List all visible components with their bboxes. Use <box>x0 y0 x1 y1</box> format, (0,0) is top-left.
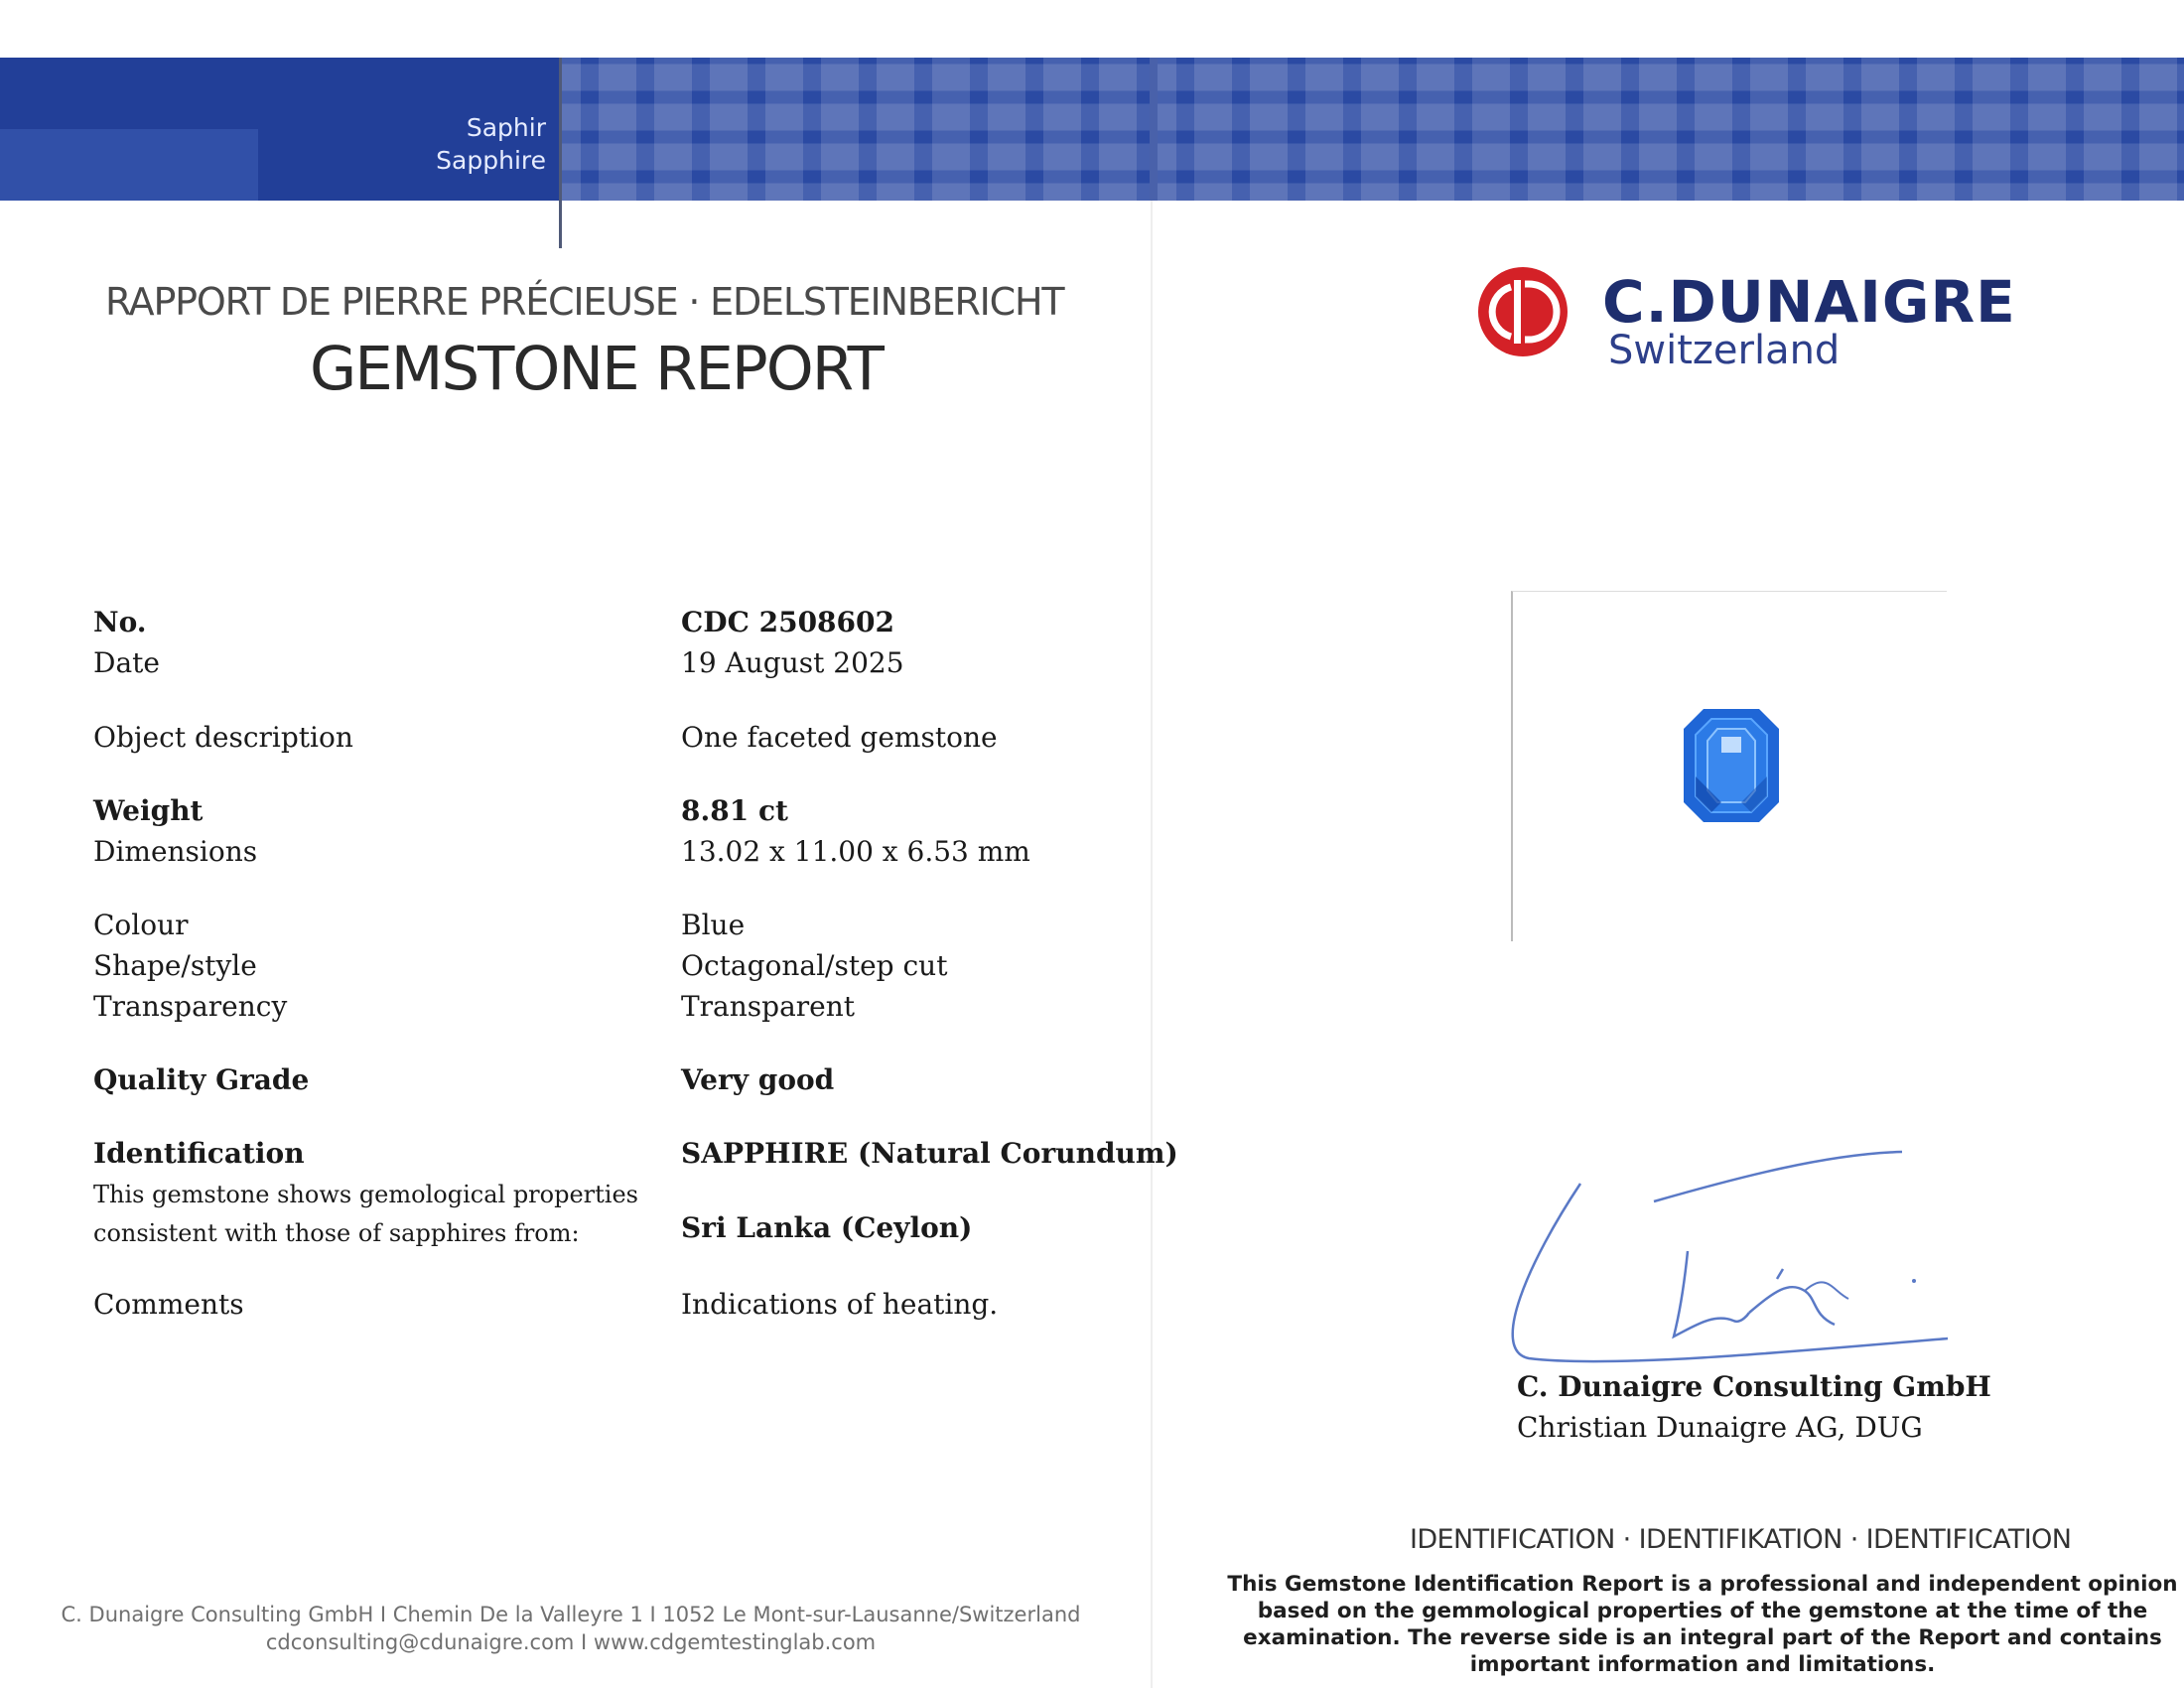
identification-heading: IDENTIFICATION · IDENTIFIKATION · IDENTIFICATION <box>1410 1524 2072 1555</box>
disclaimer-line-2: based on the gemmological properties of the gemstone at the time of the <box>1257 1599 2148 1623</box>
colour-label: Colour <box>93 909 189 941</box>
dimensions-label: Dimensions <box>93 835 258 868</box>
banner-fold <box>1150 58 1158 201</box>
gem-type-fr: Saphir <box>466 113 546 142</box>
disclaimer-text <box>1221 1571 2184 1678</box>
quality-value: Very good <box>681 1063 835 1096</box>
origin-note-line1: This gemstone shows gemological properties <box>93 1181 638 1208</box>
brand-country: Switzerland <box>1608 328 1841 373</box>
no-value: CDC 2508602 <box>681 606 894 638</box>
quality-label: Quality Grade <box>93 1063 310 1096</box>
transparency-value: Transparent <box>681 990 856 1023</box>
date-label: Date <box>93 646 160 679</box>
page-fold-line <box>1151 201 1153 1688</box>
report-subtitle: RAPPORT DE PIERRE PRÉCIEUSE · EDELSTEINBERICHT <box>105 280 1064 324</box>
origin-note-line2: consistent with those of sapphires from: <box>93 1219 580 1247</box>
comments-value: Indications of heating. <box>681 1288 999 1321</box>
footer-address-block <box>40 1601 1102 1656</box>
signatory-person: Christian Dunaigre AG, DUG <box>1517 1411 1923 1444</box>
colour-value: Blue <box>681 909 746 941</box>
weight-label: Weight <box>93 794 204 827</box>
comments-label: Comments <box>93 1288 244 1321</box>
disclaimer-line-3: examination. The reverse side is an integral part of the Report and contains <box>1243 1625 2162 1650</box>
no-label: No. <box>93 606 147 638</box>
banner-divider <box>559 58 562 248</box>
object-value: One faceted gemstone <box>681 721 998 754</box>
cd-logo-icon <box>1477 266 1569 357</box>
identification-value: SAPPHIRE (Natural Corundum) <box>681 1137 1178 1170</box>
sapphire-gem-image <box>1682 707 1781 824</box>
date-value: 19 August 2025 <box>681 646 904 679</box>
disclaimer-line-1: This Gemstone Identification Report is a professional and independent opinion <box>1227 1572 2178 1597</box>
shape-value: Octagonal/step cut <box>681 949 948 982</box>
signature-image <box>1489 1142 1966 1370</box>
object-label: Object description <box>93 721 353 754</box>
dimensions-value: 13.02 x 11.00 x 6.53 mm <box>681 835 1030 868</box>
brand-name: C.DUNAIGRE <box>1602 268 2016 336</box>
disclaimer-line-4: important information and limitations. <box>1469 1652 1936 1677</box>
gem-type-en: Sapphire <box>436 146 546 175</box>
gem-type-label <box>436 111 546 177</box>
weight-value: 8.81 ct <box>681 794 788 827</box>
banner-light-block <box>0 129 258 201</box>
banner-pattern-right <box>1158 58 2184 201</box>
header-banner <box>0 58 2184 201</box>
banner-pattern-left <box>562 58 1150 201</box>
report-title: GEMSTONE REPORT <box>310 334 883 404</box>
identification-label: Identification <box>93 1137 305 1170</box>
footer-address: C. Dunaigre Consulting GmbH I Chemin De la Valleyre 1 I 1052 Le Mont-sur-Lausanne/Switzerland <box>61 1603 1081 1626</box>
shape-label: Shape/style <box>93 949 257 982</box>
signatory-company: C. Dunaigre Consulting GmbH <box>1517 1370 1991 1403</box>
transparency-label: Transparency <box>93 990 288 1023</box>
footer-contact: cdconsulting@cdunaigre.com I www.cdgemtestinglab.com <box>265 1630 877 1654</box>
origin-value: Sri Lanka (Ceylon) <box>681 1211 973 1244</box>
